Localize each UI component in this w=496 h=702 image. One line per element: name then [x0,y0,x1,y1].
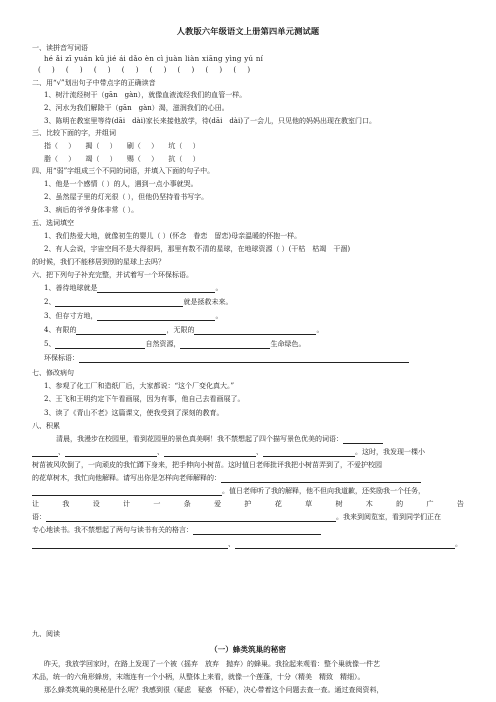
answer-blank[interactable] [221,474,421,483]
accumulation-text-9a: 、 [228,540,235,548]
answer-blank[interactable] [263,448,355,457]
word-compare-row-1: 指（ ） 揭（ ） 刷（ ） 坑（ ） [44,142,200,150]
answer-blank[interactable] [194,326,316,335]
accumulation-para-3: 树苗被风吹倒了，一向顽皮的我忙蹲下身来，把手伸向小树苗。这时值日老师批评我把小树苗弄到了，不爱护校园 [32,461,382,469]
spaced-char: 树 [335,500,343,508]
spaced-char: 草 [305,500,313,508]
section-2-heading: 二、用“√”划出句子中带点字的正确读音 [32,79,156,87]
pronunciation-item-2: 2、河水为我们解除干（gān gàn）渴，滋润我们的心田。 [44,104,229,112]
section-3-heading: 三、比较下面的字，并组词 [32,129,116,137]
weak-word-item-3: 3、病后的爷爷身体非常（ ）。 [44,206,139,214]
answer-blank[interactable] [97,312,215,321]
sentence-4-mid: ，无限的 [166,326,195,334]
accumulation-text-7b: 。我来到阅览室，看到同学们正在 [336,513,441,521]
sentence-5-prefix: 5、 [44,340,56,348]
accumulation-text-4: 的花草树木，我忙向他解释。请写出你是怎样向老师解释的： [32,474,221,482]
sentence-2-prefix: 2、 [44,298,56,306]
word-compare-row-2: 脂（ ） 竭（ ） 赐（ ） 抗（ ） [44,155,200,163]
accumulation-para-8 [32,526,472,535]
answer-parens-row: ( ) ( ) ( ) ( ) ( ) ( ) ( ) ( ) [38,66,251,74]
spaced-char: 一 [153,500,161,508]
spaced-char: 爱 [214,500,222,508]
section-7-heading: 七、修改病句 [32,369,74,377]
accumulation-para-4 [32,474,472,483]
answer-blank[interactable] [235,540,455,549]
pinyin-row: hé ǎi zī yuán kū jié ái dǎo èn cì juàn liàn xiāng yìng yú ní [44,55,264,63]
spaced-char: 让 [32,500,39,508]
spaced-char: 的 [396,500,404,508]
complete-sentence-2 [44,298,484,307]
accumulation-para-9 [32,540,472,549]
answer-blank[interactable] [79,354,409,363]
reading-title: （一）蜂类筑巢的秘密 [210,645,286,654]
answer-blank[interactable] [164,448,256,457]
spaced-char: 告 [456,500,464,508]
sentence-2-suffix: 就是拯救未来。 [183,298,233,306]
answer-blank[interactable] [65,448,157,457]
slogan-line [44,354,484,363]
spaced-char: 我 [62,500,70,508]
word-choice-item-2-cont: 的时候，我们不能移居到别的星球上去吗？ [32,258,165,266]
slogan-label: 环保标语： [44,354,79,362]
sentence-fix-item-1: 1、参观了化工厂和造纸厂后，大家都说：“这个厂变化真大。” [44,382,235,390]
accumulation-para-1 [56,435,472,444]
accumulation-text-2: 。这时，我发现一棵小 [355,448,425,456]
reading-para-2: 术品，统一的六角形蜂房，末端连有一个小柄，从整体上来看，就像一个莲蓬，十分（精美 精致 精细）。 [32,673,365,681]
answer-blank[interactable] [55,298,183,307]
accumulation-text-9b: 。 [455,540,462,548]
section-8-heading: 八、积累 [32,422,60,430]
sentence-4-prefix: 4、有限的 [44,326,77,334]
complete-sentence-5 [44,340,484,349]
answer-blank[interactable] [32,487,222,496]
accumulation-text-5: 。值日老师听了我的解释，他不但向我道歉，还奖励我一个任务， [222,487,425,495]
accumulation-text-7a: 语： [32,513,46,521]
spaced-char: 花 [274,500,282,508]
section-9-heading: 九、阅读 [32,630,60,638]
section-5-heading: 五、选词填空 [32,219,74,227]
accumulation-text-1: 清晨，我漫步在校园里，看到花园里的景色真美啊！我不禁想起了四个描写景色优美的词语： [56,435,343,443]
answer-blank[interactable] [343,435,383,444]
answer-blank[interactable] [193,526,321,535]
sentence-5-suffix: 生命绿色。 [270,340,306,348]
pronunciation-item-1: 1、树汁流经树干（gān gàn），就像血液流经我们的血管一样。 [44,91,247,99]
spaced-char: 计 [123,500,131,508]
weak-word-item-1: 1、他是一个感情（ ）的人，遇到一点小事就哭。 [44,180,198,188]
spaced-char: 广 [426,500,434,508]
answer-blank[interactable] [97,284,215,293]
pronunciation-item-3: 3、陈明在教室里等待(dāi dài)家长来接他放学，待(dāi dài)了一会儿，只见他的妈妈出现在教室门口。 [44,117,376,125]
answer-blank[interactable] [32,540,228,549]
complete-sentence-3: 3、但存寸方地， 。 [44,312,223,320]
section-4-heading: 四、用“弱”字组成三个不同的词语，并填入下面的句子中。 [32,167,215,175]
answer-blank[interactable] [46,513,336,522]
spaced-char: 设 [92,500,100,508]
answer-blank[interactable] [55,340,145,349]
answer-blank[interactable] [180,340,270,349]
weak-word-item-2: 2、虽然屋子里的灯光很（ ），但他仍坚持看书写字。 [44,193,209,201]
sentence-5-mid: 自然资源， [145,340,181,348]
word-choice-item-1: 1、我们热爱大地，就像初生的婴儿（ ）(怀念 眷恋 留恋)母亲温暖的怀抱一样。 [44,232,302,240]
complete-sentence-4: 4、有限的 ，无限的 。 [44,326,324,334]
spaced-char: 木 [365,500,373,508]
sentence-1-text: 1、善待地球就是 [44,284,98,292]
sentence-fix-item-2: 2、王飞和王明约定下午看画展，因为有事，他自己去看画展了。 [44,395,245,403]
reading-para-3: 那么蜂类筑巢的奥秘是什么呢？我感到很（疑虑 疑惑 怀疑），决心带着这个问题去查一查。通过查阅资料， [44,686,384,694]
answer-blank[interactable] [76,326,166,335]
accumulation-text-8: 专心地读书。我不禁想起了两句与读书有关的格言： [32,526,193,534]
complete-sentence-1: 1、善待地球就是 。 [44,284,223,292]
sentence-fix-item-3: 3、读了《青山不老》这篇课文，使我受到了深刻的教育。 [44,409,224,417]
section-6-heading: 六、把下列句子补充完整，并试着写一个环保标语。 [32,271,193,279]
spaced-char: 条 [183,500,191,508]
accumulation-para-5 [32,487,472,496]
accumulation-para-2: 、 、 、 。这时，我发现一棵小 [32,448,472,457]
accumulation-para-7 [32,513,472,522]
section-1-heading: 一、读拼音写词语 [32,44,88,52]
accumulation-para-6 [32,500,464,509]
answer-blank[interactable] [32,448,58,457]
reading-para-1: 昨天，我放学回家时，在路上发现了一个被（摇弃 放弃 抛弃）的蜂巢。我捡起来观看：整个巢就像一件艺 [44,660,380,668]
page-title: 人教版六年级语文上册第四单元测试题 [176,26,320,36]
word-choice-item-2: 2、有人会说，宇宙空间不是大得很吗，那里有数不清的星球，在地球资源（ ）(干枯 枯竭 干涸) [44,245,351,253]
sentence-3-text: 3、但存寸方地， [44,312,98,320]
spaced-char: 护 [244,500,252,508]
